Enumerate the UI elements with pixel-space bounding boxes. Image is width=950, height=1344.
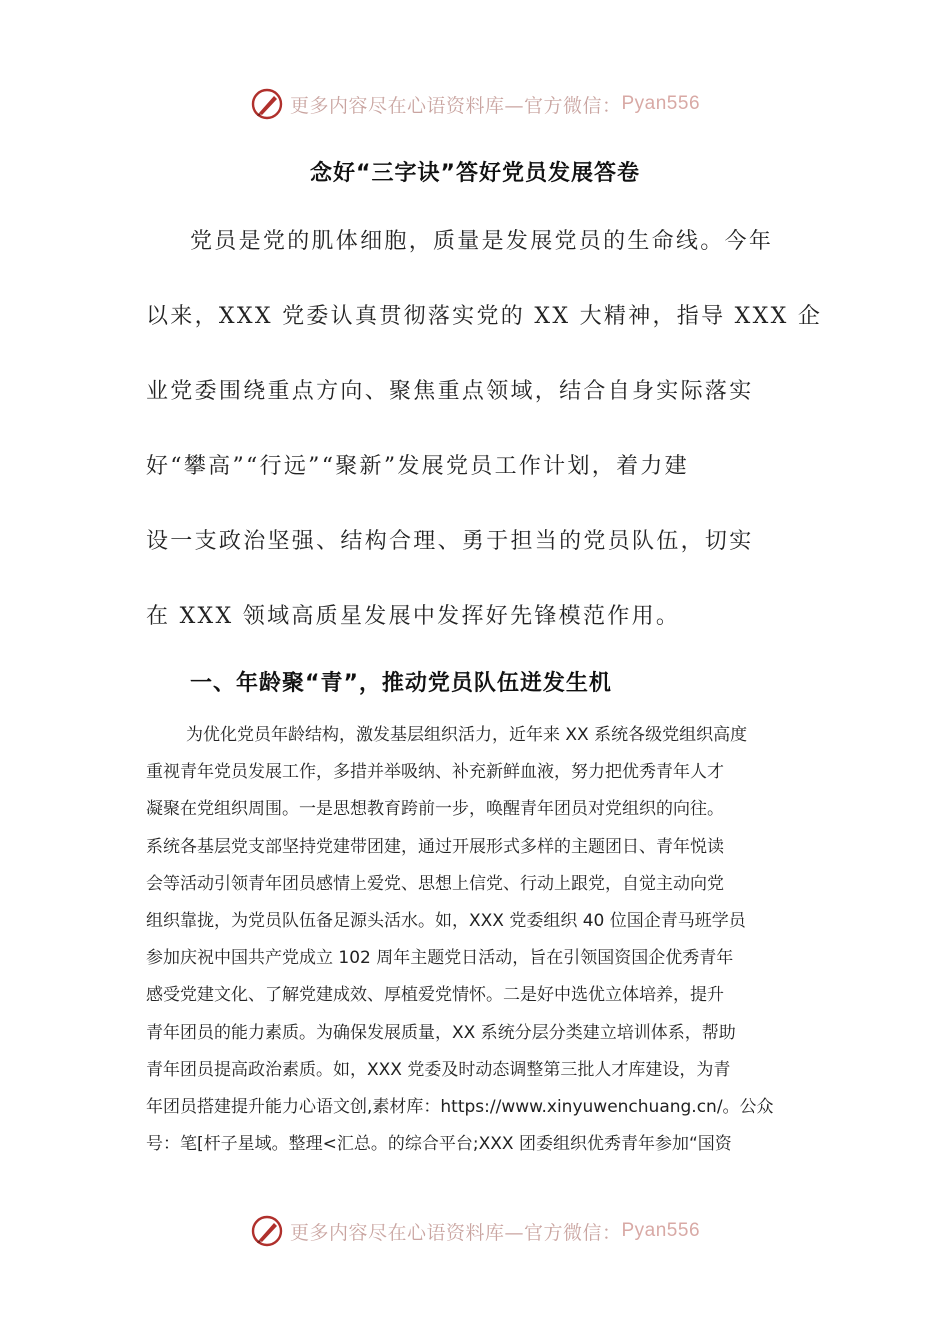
body-line: 会等活动引领青年团员感情上爱党、思想上信党、行动上跟党，自觉主动向党	[146, 873, 724, 894]
body-line: 为优化党员年龄结构，激发基层组织活力，近年来 XX 系统各级党组织高度	[186, 725, 748, 745]
section-heading: 一、年龄聚“青”，推动党员队伍迸发生机	[190, 671, 612, 696]
section-body	[146, 721, 816, 1167]
intro-line: 设一支政治坚强、结构合理、勇于担当的党员队伍，切实	[146, 529, 754, 554]
body-line: 凝聚在党组织周围。一是思想教育跨前一步，唤醒青年团员对党组织的向往。	[146, 799, 724, 820]
body-line: 年团员搭建提升能力心语文创,素材库：https://www.xinyuwenchuang.cn/。公众	[146, 1096, 774, 1117]
body-line: 青年团员的能力素质。为确保发展质量，XX 系统分层分类建立培训体系，帮助	[146, 1022, 736, 1043]
intro-line: 好“攀高”“行远”“聚新”发展党员工作计划，着力建	[146, 454, 689, 479]
intro-line: 业党委围绕重点方向、聚焦重点领域，结合自身实际落实	[146, 379, 754, 404]
footer-banner-account: Pyan556	[621, 1220, 701, 1241]
header-banner-text: 更多内容尽在心语资料库—官方微信：	[289, 94, 622, 117]
quill-pen-seal-icon	[250, 1214, 284, 1248]
body-line: 系统各基层党支部坚持党建带团建，通过开展形式多样的主题团日、青年悦读	[146, 836, 724, 857]
header-banner-account: Pyan556	[621, 93, 701, 114]
document-title: 念好“三字诀”答好党员发展答卷	[310, 161, 640, 186]
footer-banner-text: 更多内容尽在心语资料库—官方微信：	[289, 1221, 622, 1244]
header-banner	[0, 84, 950, 124]
intro-line: 以来，XXX 党委认真贯彻落实党的 XX 大精神，指导 XXX 企	[146, 304, 823, 329]
intro-line: 在 XXX 领域高质星发展中发挥好先锋模范作用。	[146, 604, 681, 629]
intro-line: 党员是党的肌体细胞，质量是发展党员的生命线。今年	[190, 229, 774, 254]
body-line: 青年团员提高政治素质。如，XXX 党委及时动态调整第三批人才库建设，为青	[146, 1059, 731, 1080]
footer-banner	[0, 1211, 950, 1251]
body-line: 组织靠拢，为党员队伍备足源头活水。如，XXX 党委组织 40 位国企青马班学员	[146, 910, 746, 931]
body-line: 感受党建文化、了解党建成效、厚植爱党情怀。二是好中选优立体培养，提升	[146, 985, 724, 1006]
intro-paragraph	[146, 222, 823, 672]
quill-pen-seal-icon	[250, 87, 284, 121]
body-line: 参加庆祝中国共产党成立 102 周年主题党日活动，旨在引领国资国企优秀青年	[146, 948, 734, 969]
body-line: 号：笔[杆子星域。整理<汇总。的综合平台;XXX 团委组织优秀青年参加“国资	[146, 1134, 732, 1155]
body-line: 重视青年党员发展工作，多措并举吸纳、补充新鲜血液，努力把优秀青年人才	[146, 762, 724, 783]
